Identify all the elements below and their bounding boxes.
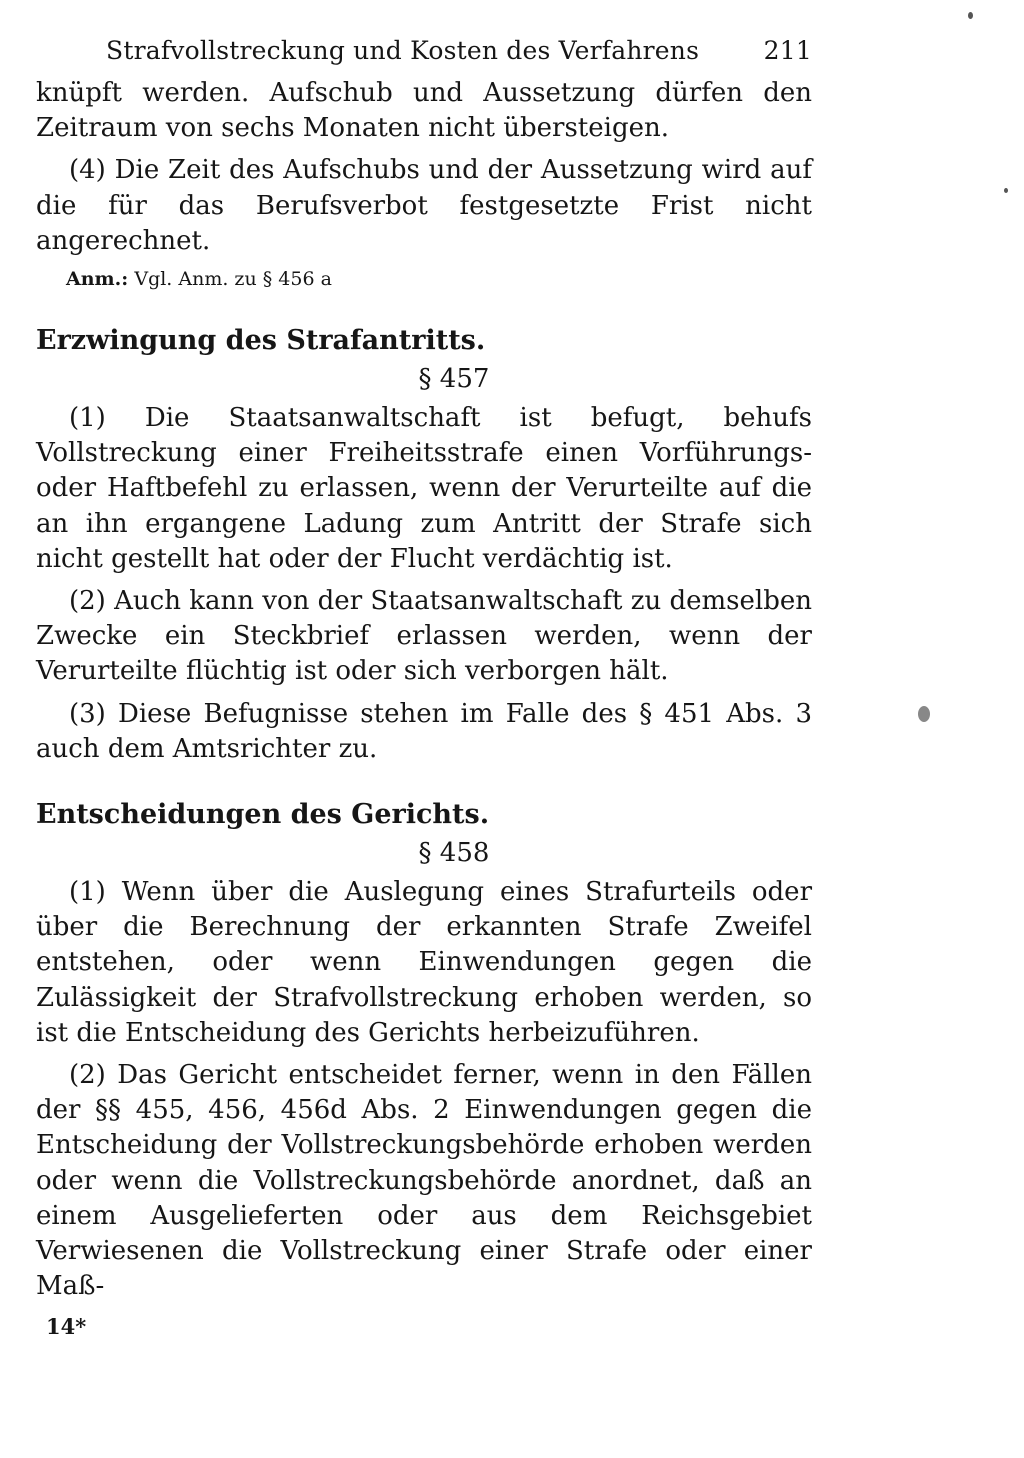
section-457-heading: Erzwingung des Strafantritts. xyxy=(36,325,486,357)
running-head xyxy=(36,32,812,76)
section-458-paragraph-2: (2) Das Gericht entscheidet ferner, wenn in den Fällen der §§ 455, 456, 456d Abs. 2 Einwendungen gegen die Entscheidung der Vollstreckungsbehörde erhoben werden oder wenn die Vollstreckungsbehörde anordnet, daß an einem Ausgelieferten oder aus dem Reichsgebiet Verwiesenen die Vollstreckung einer Strafe oder einer Maß- xyxy=(36,1060,812,1302)
note-text: Vgl. Anm. zu § 456 a xyxy=(134,268,332,291)
section-457-paragraph-2: (2) Auch kann von der Staatsanwaltschaft zu demselben Zwecke ein Steckbrief erlassen werden, wenn der Verurteilte flüchtig ist oder sich verborgen hält. xyxy=(36,586,812,687)
page-number: 211 xyxy=(763,36,812,65)
annotation-note xyxy=(66,265,812,293)
running-head-title: Strafvollstreckung und Kosten des Verfahrens xyxy=(106,36,700,65)
section-457-paragraph-3: (3) Diese Befugnisse stehen im Falle des § 451 Abs. 3 auch dem Amtsrichter zu. xyxy=(36,698,812,764)
section-457-number: § 457 xyxy=(418,364,490,395)
scan-speck xyxy=(918,706,930,722)
scan-speck xyxy=(968,12,973,19)
continuation-paragraph: knüpft werden. Aufschub und Aussetzung dürfen den Zeitraum von sechs Monaten nicht übersteigen. xyxy=(36,78,812,144)
section-457-paragraph-1: (1) Die Staatsanwaltschaft ist befugt, behufs Vollstreckung einer Freiheitsstrafe einen Vorführungs- oder Haftbefehl zu erlassen, wenn der Verurteilte auf die an ihn ergangene Ladung zum Antritt der Strafe sich nicht gestellt hat oder der Flucht verdächtig ist. xyxy=(36,403,812,574)
note-label: Anm.: xyxy=(66,268,129,291)
section-458-heading: Entscheidungen des Gerichts. xyxy=(36,799,490,831)
scan-speck xyxy=(1004,188,1008,193)
signature-mark: 14* xyxy=(46,1314,87,1339)
book-page xyxy=(36,32,812,1304)
section-458-paragraph-1: (1) Wenn über die Auslegung eines Strafurteils oder über die Berechnung der erkannten Strafe Zweifel entstehen, oder wenn Einwendungen gegen die Zulässigkeit der Strafvollstreckung erhoben werden, so ist die Entscheidung des Gerichts herbeizuführen. xyxy=(36,877,812,1048)
section-458-number: § 458 xyxy=(418,838,490,869)
paragraph-4: (4) Die Zeit des Aufschubs und der Aussetzung wird auf die für das Berufsverbot festgesetzte Frist nicht angerechnet. xyxy=(36,155,812,256)
